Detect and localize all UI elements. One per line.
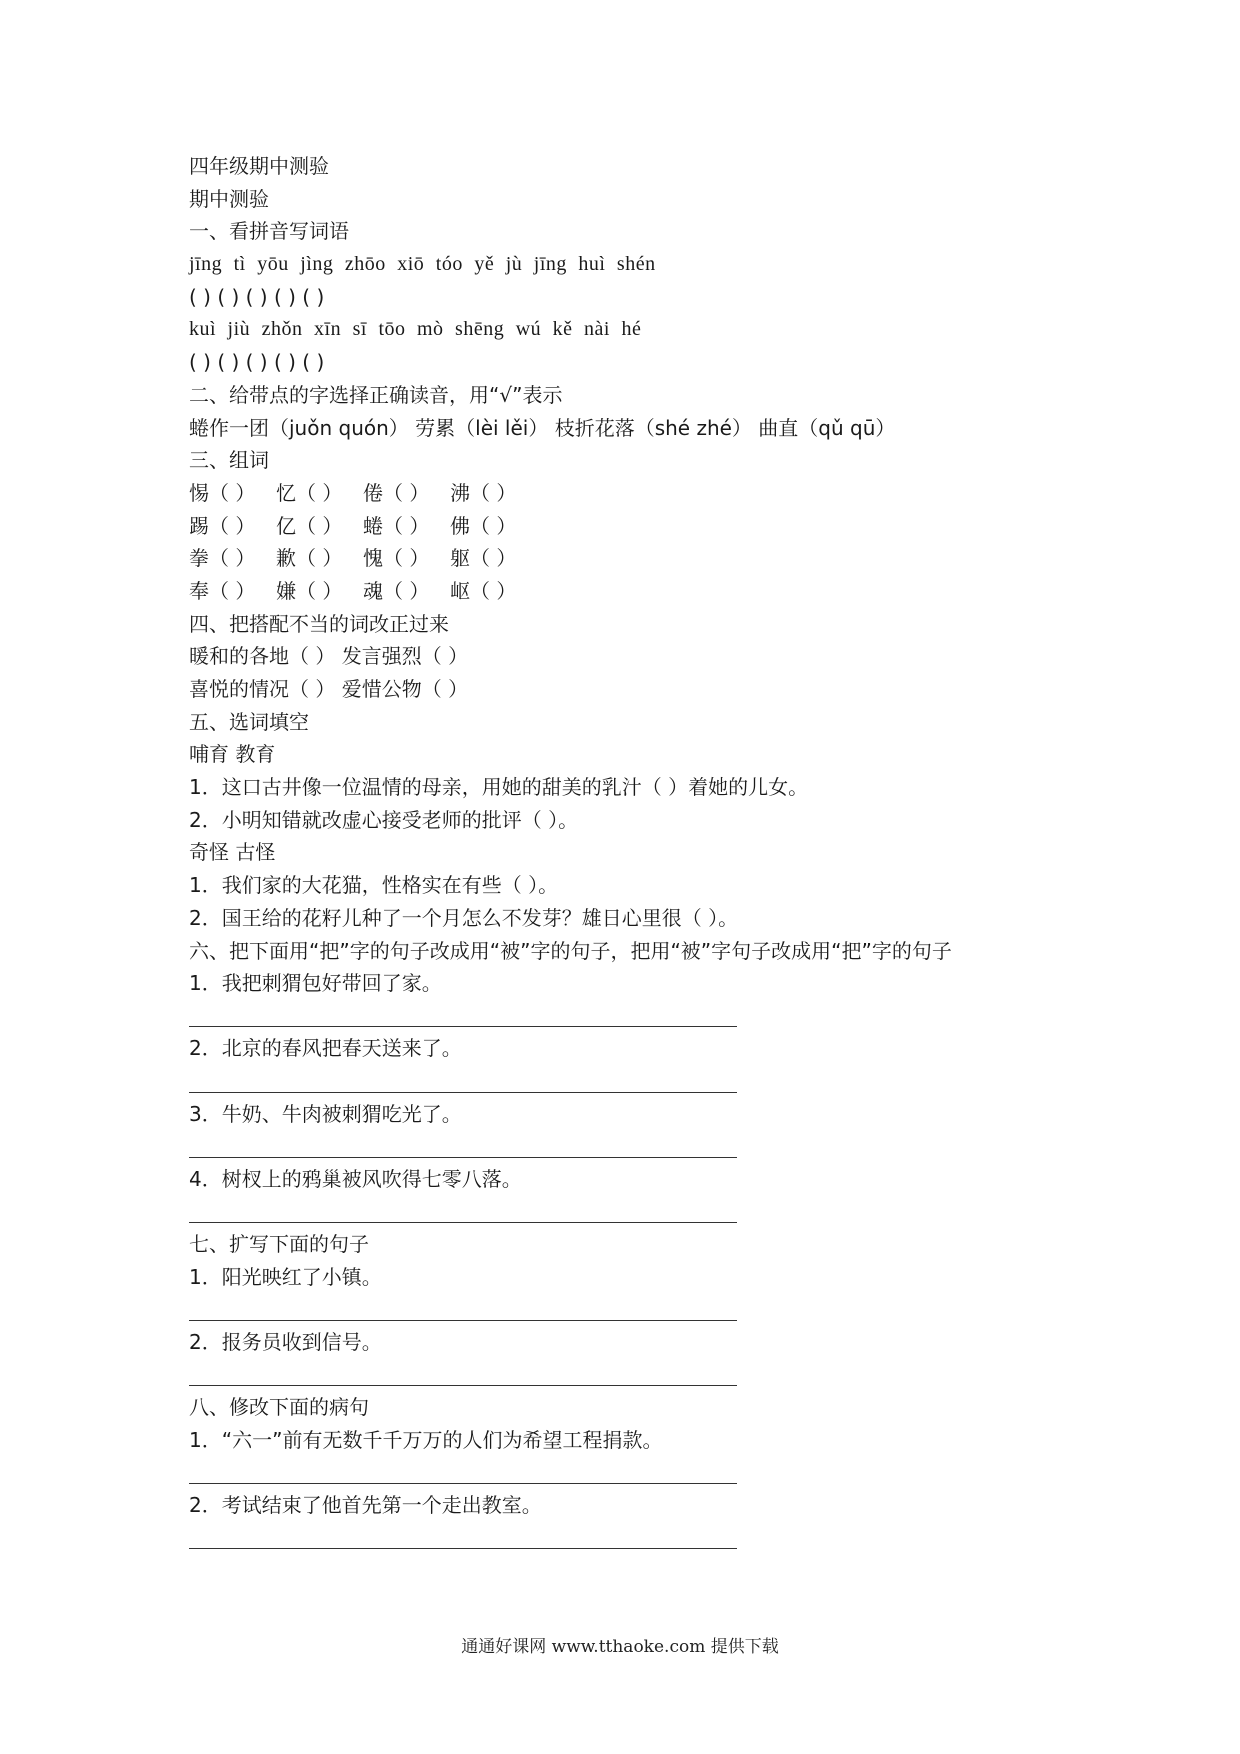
- word-grid-row: [189, 542, 1089, 575]
- answer-line[interactable]: [189, 1065, 1089, 1098]
- section-2-items: 蜷作一团（juǒn quón） 劳累（lèi lěi） 枝折花落（shé zhé） 曲直（qǔ qū）: [189, 415, 896, 440]
- section-8-heading: 八、修改下面的病句: [189, 1395, 369, 1420]
- pinyin-row-2: kuì jiù zhǒn xīn sī tōo mò shēng wú kě nài hé: [189, 318, 642, 341]
- word-cell: 惕（ ）: [189, 480, 256, 505]
- page-subtitle: 期中测验: [189, 186, 269, 211]
- rewrite-question: 2．北京的春风把春天送来了。: [189, 1036, 462, 1061]
- section-1-heading: 一、看拼音写词语: [189, 219, 349, 244]
- answer-line[interactable]: [189, 1130, 1089, 1163]
- section-2-heading: 二、给带点的字选择正确读音，用“√”表示: [189, 382, 563, 407]
- word-cell: 岖（ ）: [450, 578, 517, 603]
- expand-question: 1．阳光映红了小镇。: [189, 1264, 382, 1289]
- word-cell: 嫌（ ）: [276, 578, 343, 603]
- word-cell: 拳（ ）: [189, 546, 256, 571]
- fill-question: 2．小明知错就改虚心接受老师的批评（ ）。: [189, 807, 579, 832]
- answer-line[interactable]: [189, 1522, 1089, 1555]
- answer-line[interactable]: [189, 1456, 1089, 1489]
- fill-question: 1．这口古井像一位温情的母亲，用她的甜美的乳汁（ ）着她的儿女。: [189, 775, 809, 800]
- section-6-heading: 六、把下面用“把”字的句子改成用“被”字的句子，把用“被”字句子改成用“把”字的句子: [189, 938, 952, 963]
- rewrite-question: 4．树杈上的鸦巢被风吹得七零八落。: [189, 1166, 522, 1191]
- section-5-heading: 五、选词填空: [189, 709, 309, 734]
- word-cell: 魂（ ）: [363, 578, 430, 603]
- collocation-row-2: 喜悦的情况（ ） 爱惜公物（ ）: [189, 677, 469, 701]
- rewrite-question: 1．我把刺猬包好带回了家。: [189, 971, 442, 996]
- footer-source: 通通好课网 www.tthaoke.com 提供下载: [461, 1637, 779, 1657]
- word-cell: 佛（ ）: [450, 513, 517, 538]
- worksheet: [189, 150, 1089, 1554]
- word-grid-row: [189, 477, 1089, 510]
- correction-question: 1．“六一”前有无数千千万万的人们为希望工程捐款。: [189, 1427, 663, 1452]
- word-cell: 愧（ ）: [363, 546, 430, 571]
- answer-line[interactable]: [189, 1195, 1089, 1228]
- fill-question: 1．我们家的大花猫，性格实在有些（ ）。: [189, 873, 559, 898]
- word-grid-row: [189, 510, 1089, 543]
- section-7-heading: 七、扩写下面的句子: [189, 1231, 369, 1256]
- word-cell: 倦（ ）: [363, 480, 430, 505]
- answer-line[interactable]: [189, 1000, 1089, 1033]
- word-cell: 歉（ ）: [276, 546, 343, 571]
- word-cell: 躯（ ）: [450, 546, 517, 571]
- answer-line[interactable]: [189, 1359, 1089, 1392]
- pinyin-row-1: jīng tì yōu jìng zhōo xiō tóo yě jù jīng huì shén: [189, 253, 656, 276]
- answer-line[interactable]: [189, 1293, 1089, 1326]
- expand-question: 2．报务员收到信号。: [189, 1329, 382, 1354]
- word-cell: 奉（ ）: [189, 578, 256, 603]
- word-cell: 亿（ ）: [276, 513, 343, 538]
- word-cell: 忆（ ）: [276, 480, 343, 505]
- blank-row-1: ( ) ( ) ( ) ( ) ( ): [189, 284, 325, 309]
- collocation-row-1: 暖和的各地（ ） 发言强烈（ ）: [189, 644, 469, 669]
- word-cell: 踢（ ）: [189, 513, 256, 538]
- word-cell: 蜷（ ）: [363, 513, 430, 538]
- section-3-heading: 三、组词: [189, 448, 269, 473]
- word-choice-group-2: 奇怪 古怪: [189, 840, 276, 865]
- word-grid-row: [189, 575, 1089, 608]
- page-title: 四年级期中测验: [189, 154, 329, 178]
- word-choice-group-1: 哺育 教育: [189, 742, 276, 767]
- rewrite-question: 3．牛奶、牛肉被刺猬吃光了。: [189, 1101, 462, 1126]
- correction-question: 2．考试结束了他首先第一个走出教室。: [189, 1492, 542, 1517]
- blank-row-2: ( ) ( ) ( ) ( ) ( ): [189, 350, 325, 375]
- fill-question: 2．国王给的花籽儿种了一个月怎么不发芽？雄日心里很（ ）。: [189, 905, 739, 930]
- section-4-heading: 四、把搭配不当的词改正过来: [189, 611, 449, 636]
- word-cell: 沸（ ）: [450, 480, 517, 505]
